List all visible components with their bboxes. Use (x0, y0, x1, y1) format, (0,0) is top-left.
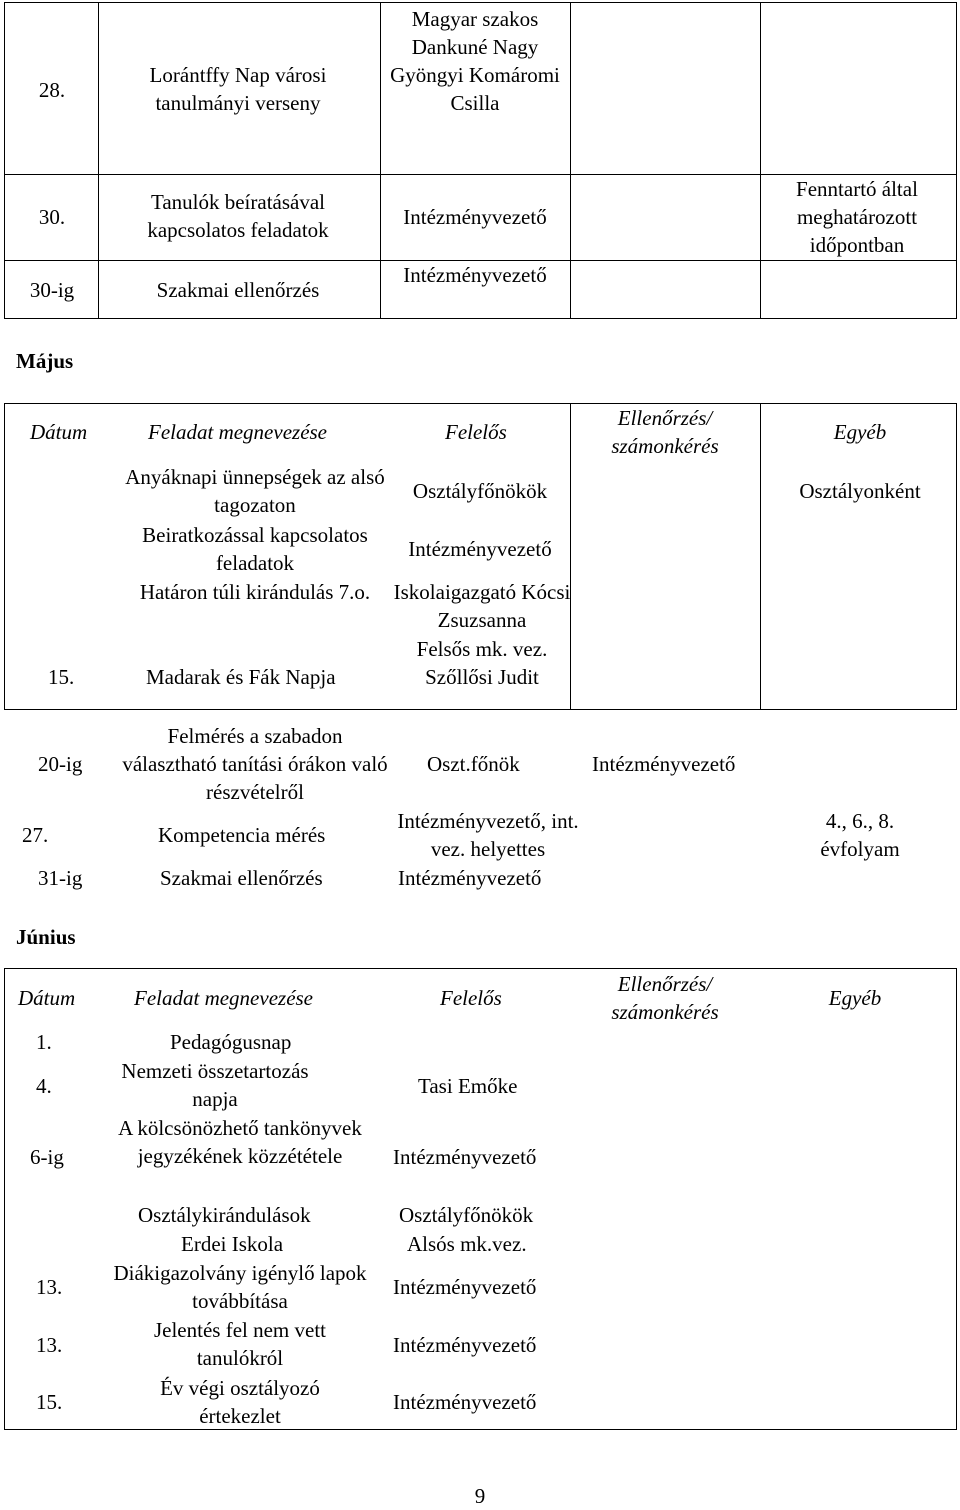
table-cell-date: 13. (36, 1275, 63, 1299)
table-cell-date: 15. (36, 1390, 63, 1414)
table-cell-task: Pedagógusnap (170, 1030, 292, 1054)
table-cell-date: 31-ig (38, 866, 83, 890)
section-heading-june: Június (16, 925, 76, 949)
table-cell-task: Tanulók beíratásával kapcsolatos feladatok (147, 190, 329, 242)
header-task: Feladat megnevezése (148, 420, 328, 444)
table-cell-responsible: Intézményvezető (393, 1145, 537, 1169)
table-cell-task: Szakmai ellenőrzés (160, 866, 323, 890)
table-cell-task: Osztálykirándulások (138, 1203, 311, 1227)
table-cell-check: Intézményvezető (592, 752, 736, 776)
table-cell-responsible: Felsős mk. vez. Szőllősi Judit (416, 637, 548, 689)
header-other: Egyéb (828, 986, 882, 1010)
table-cell-date: 6-ig (30, 1145, 64, 1169)
table-cell-responsible: Alsós mk.vez. (407, 1232, 527, 1256)
table-cell-date: 28. (38, 78, 66, 102)
table-cell-task: Lorántffy Nap városi tanulmányi verseny (149, 63, 327, 115)
table-cell-responsible: Iskolaigazgató Kócsi Zsuzsanna (393, 580, 571, 632)
table-cell-responsible: Tasi Emőke (418, 1074, 518, 1098)
header-check: Ellenőrzés/ számonkérés (611, 972, 719, 1024)
table-cell-responsible: Intézményvezető (393, 1390, 537, 1414)
table-cell-task: Madarak és Fák Napja (146, 665, 336, 689)
table-cell-task: Anyáknapi ünnepségek az alsó tagozaton (125, 465, 385, 517)
header-date: Dátum (30, 420, 88, 444)
header-date: Dátum (18, 986, 76, 1010)
section-heading-may: Május (16, 349, 74, 373)
table-cell-date: 4. (36, 1074, 52, 1098)
page-number: 9 (474, 1484, 486, 1508)
table-cell-task: Kompetencia mérés (158, 823, 326, 847)
table-cell-date: 30. (38, 205, 66, 229)
header-check: Ellenőrzés/ számonkérés (611, 406, 719, 458)
table-cell-responsible: Magyar szakos Dankuné Nagy Gyöngyi Komáromi Csilla (390, 7, 560, 115)
table-cell-responsible: Oszt.főnök (427, 752, 520, 776)
header-task: Feladat megnevezése (134, 986, 314, 1010)
table-cell-task: Év végi osztályozó értekezlet (160, 1376, 320, 1428)
table-cell-task: Határon túli kirándulás 7.o. (139, 580, 371, 604)
table-cell-date: 27. (22, 823, 49, 847)
table-cell-date: 13. (36, 1333, 63, 1357)
table-cell-responsible: Intézményvezető (398, 866, 542, 890)
table-cell-responsible: Osztályfőnökök (399, 1203, 534, 1227)
table-cell-task: A kölcsönözhető tankönyvek jegyzékének közzététele (118, 1116, 362, 1168)
table-cell-task: Szakmai ellenőrzés (156, 278, 320, 302)
table-cell-responsible: Intézményvezető (403, 205, 547, 229)
table-cell-responsible: Intézményvezető, int. vez. helyettes (397, 809, 579, 861)
table-cell-other: Osztályonként (799, 479, 921, 503)
table-cell-task: Diákigazolvány igénylő lapok továbbítása (113, 1261, 367, 1313)
table-cell-task: Jelentés fel nem vett tanulókról (153, 1318, 327, 1370)
table-cell-responsible: Osztályfőnökök (412, 479, 548, 503)
table-cell-task: Felmérés a szabadon választható tanítási órákon való részvételről (122, 724, 388, 804)
table-cell-date: 30-ig (29, 278, 75, 302)
table-cell-task: Beiratkozással kapcsolatos feladatok (142, 523, 368, 575)
table-cell-responsible: Intézményvezető (393, 1333, 537, 1357)
table-cell-responsible: Intézményvezető (393, 1275, 537, 1299)
header-other: Egyéb (833, 420, 887, 444)
table-cell-date: 20-ig (38, 752, 83, 776)
table-cell-other: 4., 6., 8. évfolyam (820, 809, 900, 861)
table-cell-responsible: Intézményvezető (403, 263, 547, 287)
table-cell-responsible: Intézményvezető (408, 537, 552, 561)
table-cell-other: Fenntartó által meghatározott időpontban (796, 177, 918, 257)
table-cell-date: 15. (48, 665, 75, 689)
table-cell-date: 1. (36, 1030, 52, 1054)
header-responsible: Felelős (440, 986, 502, 1010)
table-cell-task: Nemzeti összetartozás napja (121, 1059, 309, 1111)
header-responsible: Felelős (445, 420, 507, 444)
table-cell-task: Erdei Iskola (181, 1232, 284, 1256)
